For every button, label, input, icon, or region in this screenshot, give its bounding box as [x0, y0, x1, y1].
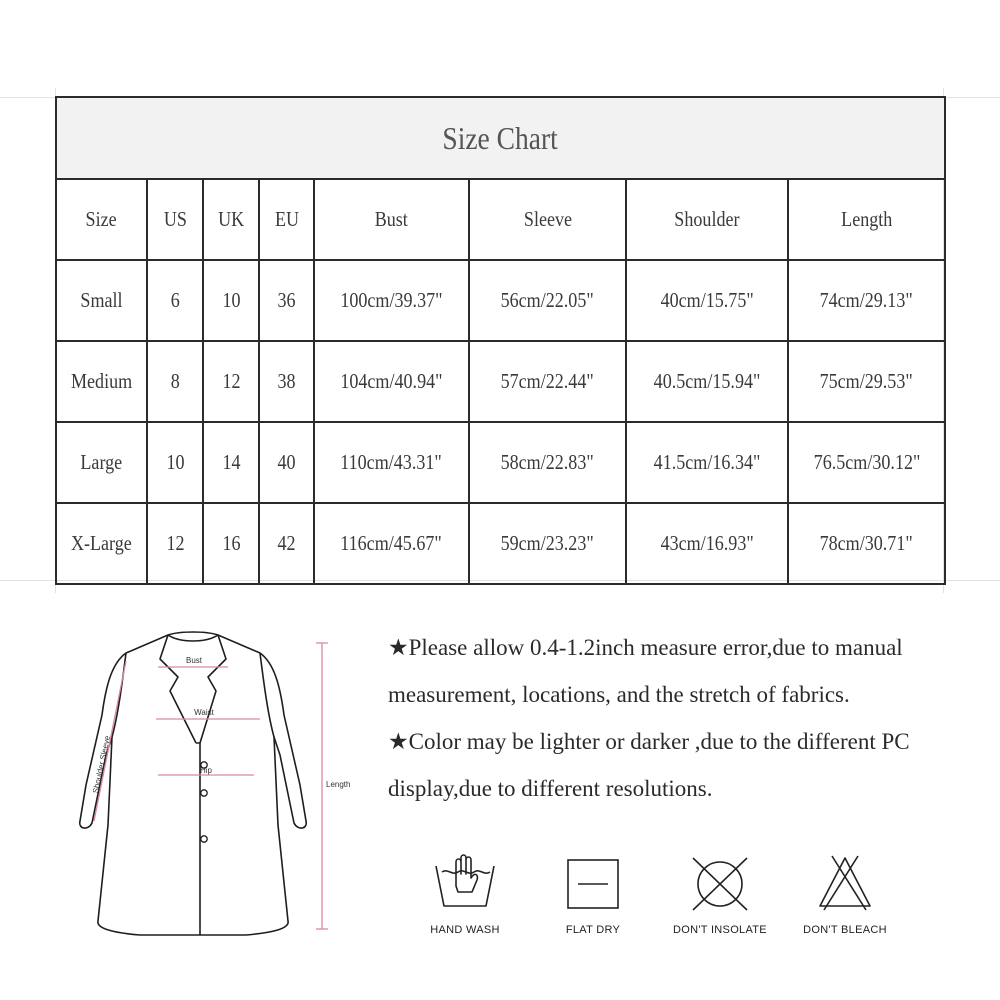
table-cell: 110cm/43.31" [314, 422, 469, 503]
table-cell: 40 [259, 422, 314, 503]
note-measure-error: ★Please allow 0.4-1.2inch measure error,due to manual measurement, locations, and the stretch of fabrics. [388, 635, 903, 707]
size-chart-table [55, 96, 946, 585]
header-cell: Size [56, 179, 147, 260]
table-cell: 74cm/29.13" [788, 260, 945, 341]
hand-wash-label: HAND WASH [430, 924, 500, 936]
flat-dry-label: FLAT DRY [565, 924, 621, 936]
care-item-hand-wash [400, 852, 530, 936]
table-cell: 14 [203, 422, 259, 503]
table-cell: Medium [56, 341, 147, 422]
coat-illustration [60, 625, 380, 955]
hand-wash-icon [430, 852, 500, 912]
table-cell: X-Large [56, 503, 147, 584]
header-cell: Sleeve [469, 179, 626, 260]
shoulder-sleeve-label: Shoulder Sleeve [91, 734, 113, 795]
table-cell: 56cm/22.05" [469, 260, 626, 341]
table-cell: 104cm/40.94" [314, 341, 469, 422]
table-cell: Large [56, 422, 147, 503]
table-cell: 58cm/22.83" [469, 422, 626, 503]
table-cell: 40cm/15.75" [626, 260, 788, 341]
header-cell: Length [788, 179, 945, 260]
table-cell: 116cm/45.67" [314, 503, 469, 584]
table-cell: 36 [259, 260, 314, 341]
hip-label: Hip [199, 766, 213, 775]
table-cell: 43cm/16.93" [626, 503, 788, 584]
dont-insolate-label: DON'T INSOLATE [673, 924, 767, 936]
table-cell: 38 [259, 341, 314, 422]
header-cell: Bust [314, 179, 469, 260]
table-cell: 10 [203, 260, 259, 341]
notes-section [388, 624, 948, 812]
table-cell: 59cm/23.23" [469, 503, 626, 584]
table-cell: 12 [147, 503, 203, 584]
table-cell: 78cm/30.71" [788, 503, 945, 584]
table-cell: 75cm/29.53" [788, 341, 945, 422]
coat-diagram [60, 625, 380, 955]
care-item-dont-bleach [780, 852, 910, 936]
table-cell: 8 [147, 341, 203, 422]
table-row [56, 260, 945, 341]
header-cell: US [147, 179, 203, 260]
dont-bleach-label: DON'T BLEACH [803, 924, 887, 936]
flat-dry-icon [558, 852, 628, 912]
table-cell: 10 [147, 422, 203, 503]
waist-label: Waist [194, 708, 214, 717]
table-row [56, 422, 945, 503]
table-cell: 57cm/22.44" [469, 341, 626, 422]
dont-bleach-icon [810, 852, 880, 912]
dont-insolate-icon [685, 852, 755, 912]
table-row [56, 341, 945, 422]
table-cell: 12 [203, 341, 259, 422]
table-cell: 16 [203, 503, 259, 584]
table-header-row [56, 179, 945, 260]
table-cell: Small [56, 260, 147, 341]
table-cell: 42 [259, 503, 314, 584]
table-cell: 40.5cm/15.94" [626, 341, 788, 422]
table-cell: 76.5cm/30.12" [788, 422, 945, 503]
length-label: Length [326, 780, 351, 789]
table-row [56, 503, 945, 584]
care-instructions [400, 852, 920, 952]
table-title: Size Chart [56, 97, 945, 179]
bust-label: Bust [185, 656, 203, 665]
table-cell: 100cm/39.37" [314, 260, 469, 341]
table-cell: 6 [147, 260, 203, 341]
note-color-difference: ★Color may be lighter or darker ,due to the different PC display,due to different resolutions. [388, 729, 910, 801]
header-cell: UK [203, 179, 259, 260]
header-cell: EU [259, 179, 314, 260]
care-item-dont-insolate [655, 852, 785, 936]
header-cell: Shoulder [626, 179, 788, 260]
care-item-flat-dry [528, 852, 658, 936]
table-cell: 41.5cm/16.34" [626, 422, 788, 503]
